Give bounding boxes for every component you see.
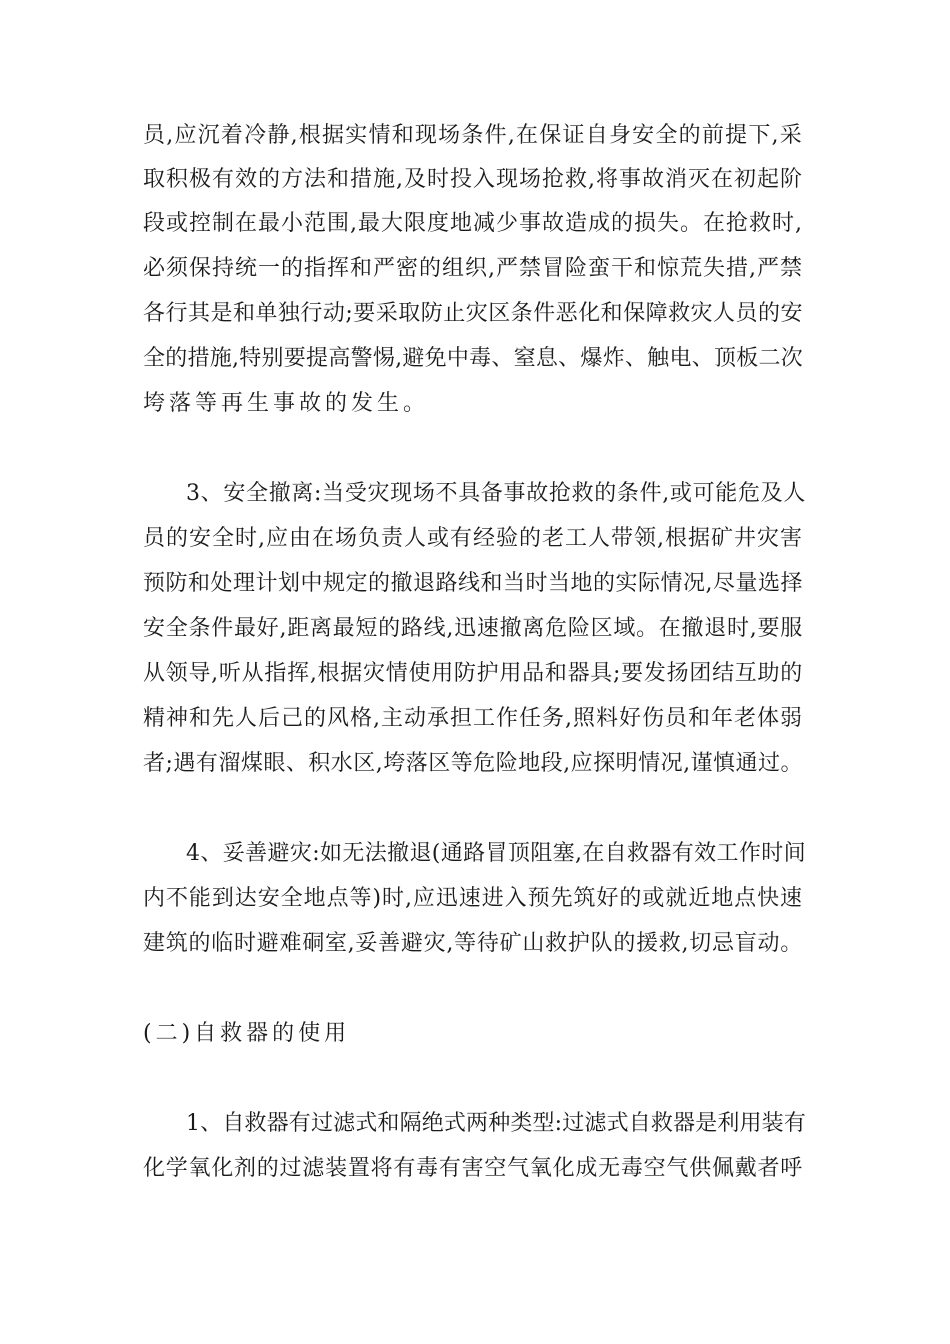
text-line: 垮落等再生事故的发生。	[143, 391, 430, 416]
text-line: 内不能到达安全地点等)时,应迅速进入预先筑好的或就近地点快速	[143, 886, 803, 911]
text-line: 员,应沉着冷静,根据实情和现场条件,在保证自身安全的前提下,采	[143, 123, 803, 148]
text-line: 者;遇有溜煤眼、积水区,垮落区等危险地段,应探明情况,谨慎通过。	[143, 751, 803, 776]
text-line: 必须保持统一的指挥和严密的组织,严禁冒险蛮干和惊荒失措,严禁	[143, 256, 803, 281]
text-line: 全的措施,特别要提高警惕,避免中毒、窒息、爆炸、触电、顶板二次	[143, 346, 803, 371]
text-line: 取积极有效的方法和措施,及时投入现场抢救,将事故消灭在初起阶	[143, 167, 803, 192]
text-line: 段或控制在最小范围,最大限度地减少事故造成的损失。在抢救时,	[143, 211, 803, 236]
text-line: 建筑的临时避难硐室,妥善避灾,等待矿山救护队的援救,切忌盲动。	[143, 931, 803, 956]
text-line: 化学氧化剂的过滤装置将有毒有害空气氧化成无毒空气供佩戴者呼	[143, 1156, 803, 1181]
text-line: 各行其是和单独行动;要采取防止灾区条件恶化和保障救灾人员的安	[143, 301, 803, 326]
text-line: 安全条件最好,距离最短的路线,迅速撤离危险区域。在撤退时,要服	[143, 616, 803, 641]
text-line: 1、自救器有过滤式和隔绝式两种类型:过滤式自救器是利用装有	[186, 1111, 806, 1136]
text-line: 员的安全时,应由在场负责人或有经验的老工人带领,根据矿井灾害	[143, 526, 803, 551]
text-line: 精神和先人后己的风格,主动承担工作任务,照料好伤员和年老体弱	[143, 706, 803, 731]
section-heading: (二)自救器的使用	[143, 1021, 351, 1046]
text-line: 预防和处理计划中规定的撤退路线和当时当地的实际情况,尽量选择	[143, 571, 803, 596]
text-line: 从领导,听从指挥,根据灾情使用防护用品和器具;要发扬团结互助的	[143, 661, 803, 686]
text-line: 4、妥善避灾:如无法撤退(通路冒顶阻塞,在自救器有效工作时间	[186, 841, 806, 866]
text-line: 3、安全撤离:当受灾现场不具备事故抢救的条件,或可能危及人	[186, 481, 806, 506]
